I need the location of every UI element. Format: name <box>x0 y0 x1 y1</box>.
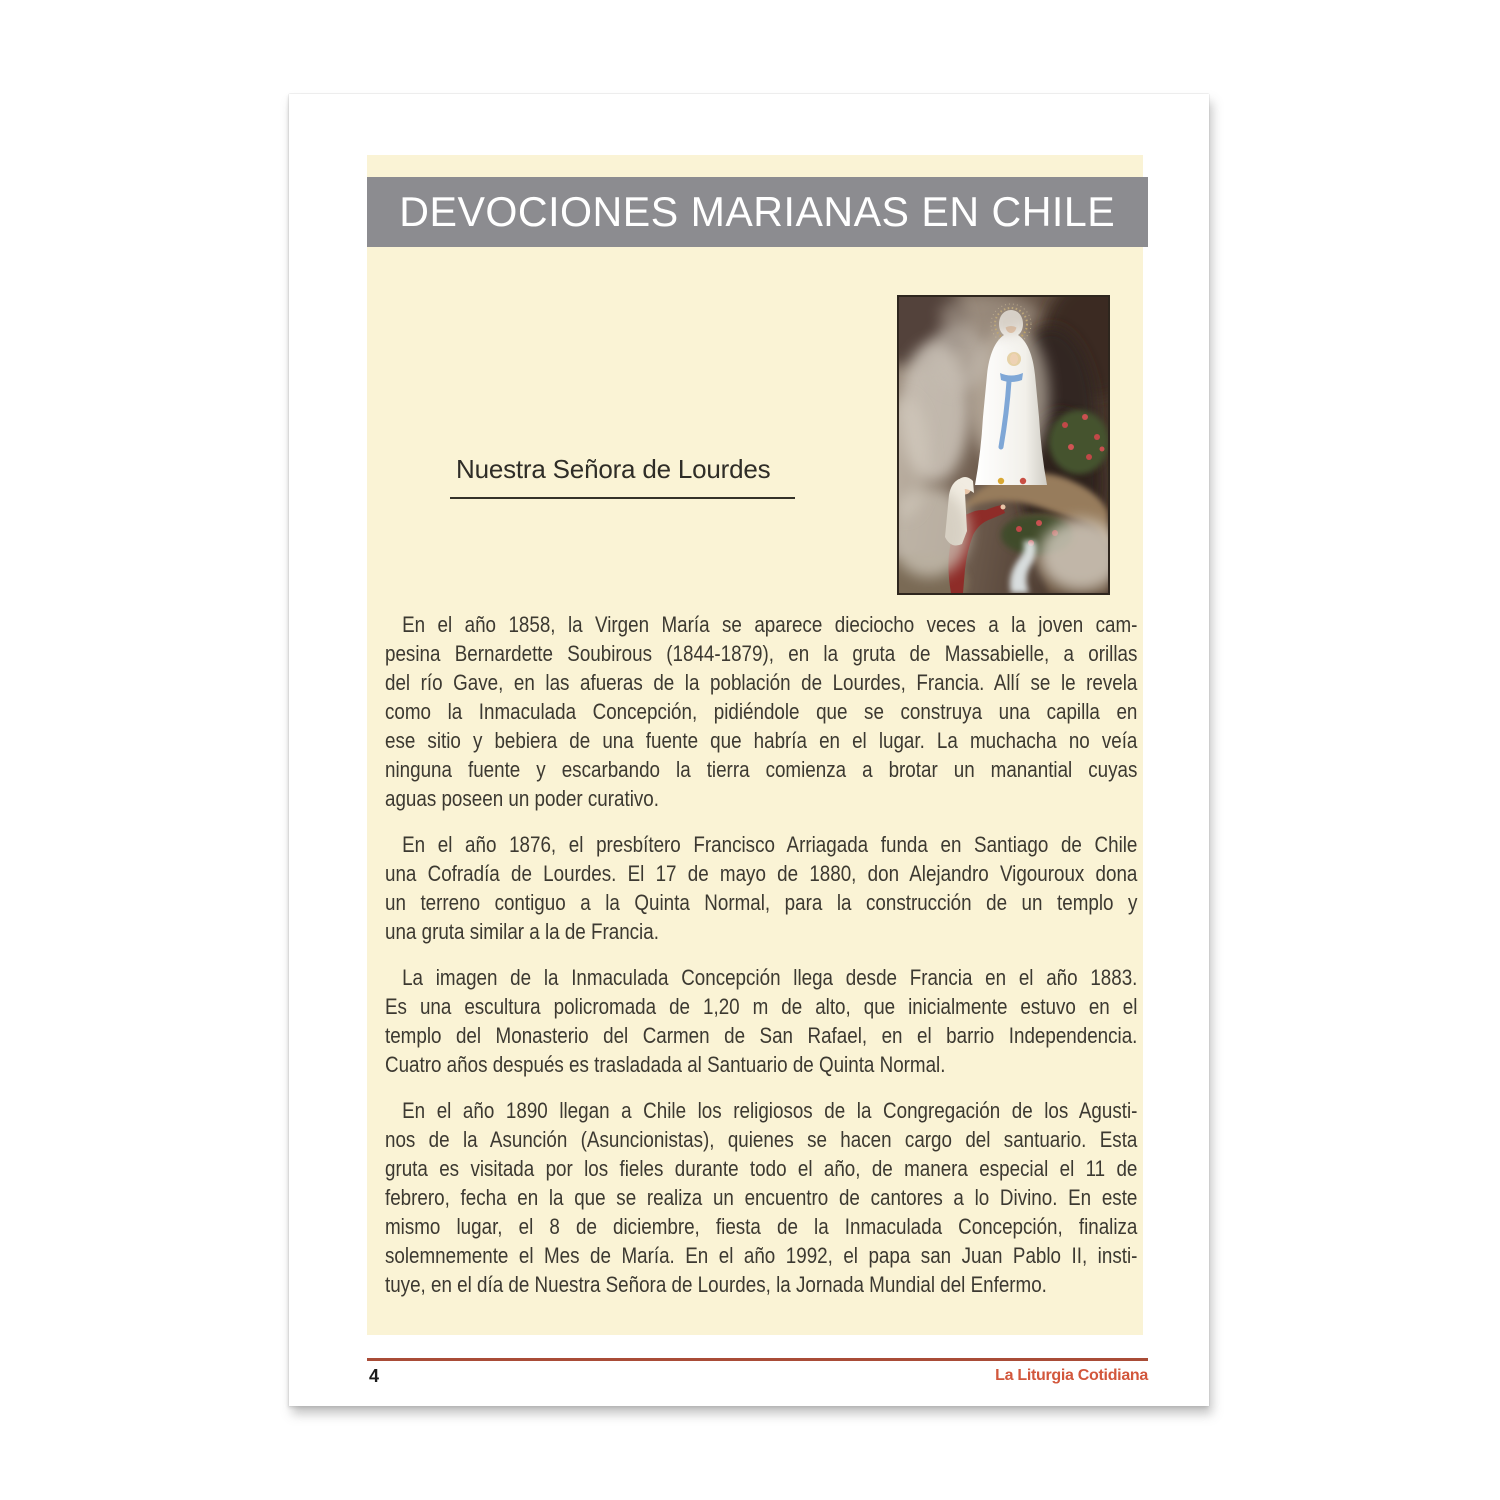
paragraph-line: del río Gave, en las afueras de la población de Lourdes, Francia. Allí se le revela <box>385 670 1138 695</box>
paragraph <box>385 610 1137 813</box>
paragraph-line: tuye, en el día de Nuestra Señora de Lourdes, la Jornada Mundial del Enfermo. <box>385 1272 1047 1297</box>
paragraph-line: Cuatro años después es trasladada al Santuario de Quinta Normal. <box>385 1052 946 1077</box>
paragraph <box>385 963 1137 1079</box>
paragraph-line: febrero, fecha en la que se realiza un encuentro de cantores a lo Divino. En este <box>385 1185 1138 1210</box>
paragraph-line: ese sitio y bebiera de una fuente que habría en el lugar. La muchacha no veía <box>385 728 1138 753</box>
paragraph-line: ninguna fuente y escarbando la tierra comienza a brotar un manantial cuyas <box>385 757 1138 782</box>
paragraph-line: gruta es visitada por los fieles durante todo el año, de manera especial el 11 de <box>385 1156 1138 1181</box>
gold-rose <box>998 478 1004 484</box>
paragraph-line: un terreno contiguo a la Quinta Normal, para la construcción de un templo y <box>385 890 1138 915</box>
paragraph-line: pesina Bernardette Soubirous (1844-1879), en la gruta de Massabielle, a orillas <box>385 641 1138 666</box>
footer-rule <box>367 1358 1148 1361</box>
book-title: La Liturgia Cotidiana <box>995 1367 1148 1384</box>
paragraph-line: En el año 1876, el presbítero Francisco Arriagada funda en Santiago de Chile <box>402 832 1138 857</box>
paragraph-line: solemnemente el Mes de María. En el año 1992, el papa san Juan Pablo II, insti- <box>385 1243 1138 1268</box>
red-rose <box>1020 478 1026 484</box>
paragraph-line: La imagen de la Inmaculada Concepción llega desde Francia en el año 1883. <box>402 965 1138 990</box>
paragraph-line: En el año 1890 llegan a Chile los religiosos de la Congregación de los Agusti- <box>402 1098 1138 1123</box>
paragraph <box>385 830 1137 946</box>
rose-bush-right <box>1049 410 1108 474</box>
paragraph-line: En el año 1858, la Virgen María se aparece dieciocho veces a la joven cam- <box>402 612 1138 637</box>
paragraph-line: como la Inmaculada Concepción, pidiéndole que se construya una capilla en <box>385 699 1138 724</box>
paragraph-line: mismo lugar, el 8 de diciembre, fiesta de la Inmaculada Concepción, finaliza <box>385 1214 1138 1239</box>
book-page <box>289 94 1209 1406</box>
lourdes-apparition-image <box>897 295 1110 595</box>
paragraph-line: nos de la Asunción (Asuncionistas), quienes se hacen cargo del santuario. Esta <box>385 1127 1138 1152</box>
body-text <box>385 610 1137 1316</box>
chapter-header-banner <box>367 177 1148 247</box>
chapter-title: DEVOCIONES MARIANAS EN CHILE <box>399 188 1116 235</box>
page-number: 4 <box>369 1366 380 1386</box>
paragraph-line: Es una escultura policromada de 1,20 m de alto, que inicialmente estuvo en el <box>385 994 1138 1019</box>
section-title-block <box>450 454 795 499</box>
lourdes-grotto-illustration <box>899 297 1108 593</box>
praying-hands <box>1010 354 1018 365</box>
paragraph-line: templo del Monasterio del Carmen de San Rafael, en el barrio Independencia. <box>385 1023 1138 1048</box>
paragraph-line: aguas poseen un poder curativo. <box>385 786 659 811</box>
paragraph <box>385 1096 1137 1299</box>
paragraph-line: una Cofradía de Lourdes. El 17 de mayo de 1880, don Alejandro Vigouroux dona <box>385 861 1138 886</box>
paragraph-line: una gruta similar a la de Francia. <box>385 919 659 944</box>
section-title: Nuestra Señora de Lourdes <box>456 454 771 484</box>
